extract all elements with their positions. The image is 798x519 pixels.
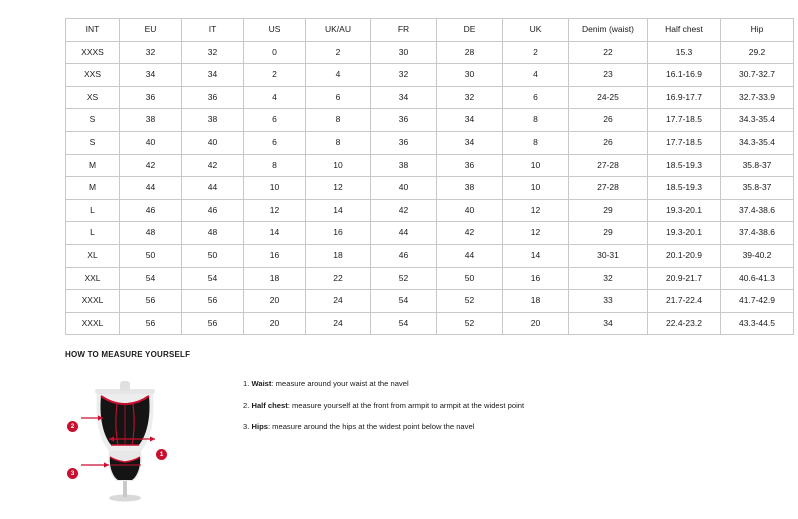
- table-cell: 40: [437, 199, 503, 222]
- table-cell: 6: [306, 86, 371, 109]
- table-cell: 27-28: [569, 154, 648, 177]
- table-cell: M: [66, 154, 120, 177]
- table-cell: 29.2: [721, 41, 794, 64]
- table-cell: 52: [437, 312, 503, 335]
- table-row: [66, 177, 794, 200]
- table-cell: 46: [182, 199, 244, 222]
- table-cell: 6: [244, 109, 306, 132]
- table-cell: 22: [306, 267, 371, 290]
- table-cell: 4: [306, 64, 371, 87]
- table-cell: 48: [120, 222, 182, 245]
- measure-instructions-list: [243, 379, 524, 444]
- table-cell: 18.5-19.3: [648, 154, 721, 177]
- table-cell: 35.8-37: [721, 177, 794, 200]
- column-header: IT: [182, 19, 244, 42]
- table-row: [66, 109, 794, 132]
- table-cell: 2: [503, 41, 569, 64]
- table-row: [66, 86, 794, 109]
- table-cell: 20.9-21.7: [648, 267, 721, 290]
- size-chart-table: [65, 18, 794, 335]
- table-cell: 40: [182, 131, 244, 154]
- measure-item-number: 1.: [243, 379, 250, 388]
- table-cell: 30: [371, 41, 437, 64]
- table-cell: 18: [244, 267, 306, 290]
- table-cell: 21.7-22.4: [648, 290, 721, 313]
- table-cell: 56: [182, 290, 244, 313]
- table-cell: 36: [437, 154, 503, 177]
- table-cell: 29: [569, 222, 648, 245]
- table-cell: 52: [437, 290, 503, 313]
- column-header: DE: [437, 19, 503, 42]
- table-cell: 42: [371, 199, 437, 222]
- column-header: UK/AU: [306, 19, 371, 42]
- table-cell: 32: [437, 86, 503, 109]
- table-cell: 16.1-16.9: [648, 64, 721, 87]
- table-cell: 16: [503, 267, 569, 290]
- table-cell: 18: [503, 290, 569, 313]
- measure-item-term: Waist: [251, 379, 272, 388]
- table-row: [66, 244, 794, 267]
- measure-item-text: : measure around your waist at the navel: [271, 379, 409, 388]
- table-cell: 10: [306, 154, 371, 177]
- column-header: US: [244, 19, 306, 42]
- table-row: [66, 64, 794, 87]
- table-cell: 14: [503, 244, 569, 267]
- table-cell: XXXL: [66, 290, 120, 313]
- table-cell: XXL: [66, 267, 120, 290]
- table-cell: XXS: [66, 64, 120, 87]
- table-cell: 32: [182, 41, 244, 64]
- table-cell: 48: [182, 222, 244, 245]
- table-cell: 36: [371, 131, 437, 154]
- table-cell: XL: [66, 244, 120, 267]
- table-cell: 30: [437, 64, 503, 87]
- table-cell: 29: [569, 199, 648, 222]
- table-cell: 54: [371, 312, 437, 335]
- table-cell: 17.7-18.5: [648, 131, 721, 154]
- table-cell: 38: [120, 109, 182, 132]
- table-cell: 30.7-32.7: [721, 64, 794, 87]
- table-cell: 46: [371, 244, 437, 267]
- table-row: [66, 290, 794, 313]
- table-cell: 24: [306, 312, 371, 335]
- table-cell: 20.1-20.9: [648, 244, 721, 267]
- measure-instruction-item: [243, 422, 524, 431]
- table-cell: 32: [120, 41, 182, 64]
- table-cell: 16: [244, 244, 306, 267]
- measure-item-term: Hips: [251, 422, 268, 432]
- table-cell: 22.4-23.2: [648, 312, 721, 335]
- table-cell: 56: [182, 312, 244, 335]
- table-cell: 52: [371, 267, 437, 290]
- table-cell: 37.4-38.6: [721, 199, 794, 222]
- table-cell: 39-40.2: [721, 244, 794, 267]
- table-cell: 43.3-44.5: [721, 312, 794, 335]
- table-cell: 50: [120, 244, 182, 267]
- table-cell: XXXS: [66, 41, 120, 64]
- table-cell: 44: [120, 177, 182, 200]
- size-chart-container: [65, 18, 775, 335]
- table-cell: 34: [569, 312, 648, 335]
- table-row: [66, 199, 794, 222]
- table-row: [66, 41, 794, 64]
- table-cell: 42: [182, 154, 244, 177]
- measure-item-text: : measure yourself at the front from armpit to armpit at the widest point: [287, 400, 525, 410]
- table-cell: 54: [182, 267, 244, 290]
- table-cell: 15.3: [648, 41, 721, 64]
- table-cell: 44: [182, 177, 244, 200]
- table-cell: 12: [306, 177, 371, 200]
- table-cell: 56: [120, 312, 182, 335]
- table-cell: S: [66, 109, 120, 132]
- column-header: Half chest: [648, 19, 721, 42]
- table-cell: 12: [503, 222, 569, 245]
- table-cell: 14: [306, 199, 371, 222]
- column-header: Hip: [721, 19, 794, 42]
- table-cell: 44: [437, 244, 503, 267]
- table-cell: 35.8-37: [721, 154, 794, 177]
- table-cell: 34: [182, 64, 244, 87]
- table-cell: 40.6-41.3: [721, 267, 794, 290]
- table-cell: 8: [503, 109, 569, 132]
- table-cell: 24-25: [569, 86, 648, 109]
- table-cell: 50: [437, 267, 503, 290]
- table-cell: 38: [182, 109, 244, 132]
- measure-instruction-item: [243, 401, 524, 410]
- table-cell: 40: [371, 177, 437, 200]
- table-cell: 38: [371, 154, 437, 177]
- table-cell: XXXL: [66, 312, 120, 335]
- table-cell: 10: [503, 177, 569, 200]
- table-cell: 8: [244, 154, 306, 177]
- table-cell: 26: [569, 109, 648, 132]
- table-cell: 4: [503, 64, 569, 87]
- how-to-measure-body: [65, 373, 765, 503]
- table-cell: 16: [306, 222, 371, 245]
- table-cell: 17.7-18.5: [648, 109, 721, 132]
- table-cell: XS: [66, 86, 120, 109]
- table-cell: 8: [306, 131, 371, 154]
- table-cell: 54: [120, 267, 182, 290]
- table-cell: 32.7-33.9: [721, 86, 794, 109]
- table-cell: 6: [244, 131, 306, 154]
- table-cell: 42: [120, 154, 182, 177]
- column-header: INT: [66, 19, 120, 42]
- table-cell: 34: [437, 131, 503, 154]
- measure-item-number: 2.: [243, 400, 250, 410]
- table-cell: 41.7-42.9: [721, 290, 794, 313]
- table-cell: 40: [120, 131, 182, 154]
- table-cell: L: [66, 199, 120, 222]
- table-cell: 4: [244, 86, 306, 109]
- table-row: [66, 222, 794, 245]
- table-cell: 34: [120, 64, 182, 87]
- table-cell: 46: [120, 199, 182, 222]
- column-header: UK: [503, 19, 569, 42]
- table-cell: 36: [120, 86, 182, 109]
- table-cell: 44: [371, 222, 437, 245]
- table-cell: 42: [437, 222, 503, 245]
- table-cell: 6: [503, 86, 569, 109]
- measure-bullet-3: 3: [67, 468, 78, 479]
- mannequin-illustration-icon: [65, 373, 185, 503]
- column-header: FR: [371, 19, 437, 42]
- table-cell: 0: [244, 41, 306, 64]
- table-cell: 32: [569, 267, 648, 290]
- table-cell: S: [66, 131, 120, 154]
- table-cell: 22: [569, 41, 648, 64]
- table-cell: 8: [503, 131, 569, 154]
- table-cell: 10: [503, 154, 569, 177]
- table-row: [66, 267, 794, 290]
- table-cell: 32: [371, 64, 437, 87]
- measure-item-number: 3.: [243, 422, 250, 432]
- column-header: Denim (waist): [569, 19, 648, 42]
- table-cell: 34.3-35.4: [721, 131, 794, 154]
- table-row: [66, 312, 794, 335]
- table-cell: 36: [182, 86, 244, 109]
- table-row: [66, 131, 794, 154]
- table-cell: 12: [244, 199, 306, 222]
- table-cell: 28: [437, 41, 503, 64]
- how-to-measure-title: HOW TO MEASURE YOURSELF: [65, 350, 191, 359]
- column-header: EU: [120, 19, 182, 42]
- table-cell: 23: [569, 64, 648, 87]
- measure-item-text: : measure around the hips at the widest point below the navel: [267, 422, 475, 432]
- table-cell: 33: [569, 290, 648, 313]
- table-cell: 27-28: [569, 177, 648, 200]
- table-row: [66, 154, 794, 177]
- table-cell: 14: [244, 222, 306, 245]
- how-to-measure-section: [65, 350, 765, 503]
- measure-item-term: Half chest: [251, 400, 288, 410]
- table-cell: 12: [503, 199, 569, 222]
- table-cell: L: [66, 222, 120, 245]
- table-cell: 18: [306, 244, 371, 267]
- measure-instruction-item: [243, 379, 524, 388]
- table-cell: 19.3-20.1: [648, 222, 721, 245]
- table-cell: 54: [371, 290, 437, 313]
- table-cell: 2: [244, 64, 306, 87]
- table-cell: 16.9-17.7: [648, 86, 721, 109]
- table-cell: 50: [182, 244, 244, 267]
- table-cell: 26: [569, 131, 648, 154]
- table-cell: 2: [306, 41, 371, 64]
- table-header-row: [66, 19, 794, 42]
- table-cell: 34: [437, 109, 503, 132]
- table-cell: 37.4-38.6: [721, 222, 794, 245]
- measure-bullet-1: 1: [156, 449, 167, 460]
- measure-bullet-2: 2: [67, 421, 78, 432]
- table-cell: 20: [503, 312, 569, 335]
- table-cell: 18.5-19.3: [648, 177, 721, 200]
- table-cell: 34.3-35.4: [721, 109, 794, 132]
- table-cell: M: [66, 177, 120, 200]
- table-cell: 19.3-20.1: [648, 199, 721, 222]
- mannequin-figure: [65, 373, 185, 503]
- table-cell: 36: [371, 109, 437, 132]
- table-cell: 24: [306, 290, 371, 313]
- table-cell: 20: [244, 312, 306, 335]
- table-cell: 20: [244, 290, 306, 313]
- table-cell: 10: [244, 177, 306, 200]
- table-cell: 30-31: [569, 244, 648, 267]
- table-cell: 38: [437, 177, 503, 200]
- table-cell: 8: [306, 109, 371, 132]
- table-cell: 56: [120, 290, 182, 313]
- table-cell: 34: [371, 86, 437, 109]
